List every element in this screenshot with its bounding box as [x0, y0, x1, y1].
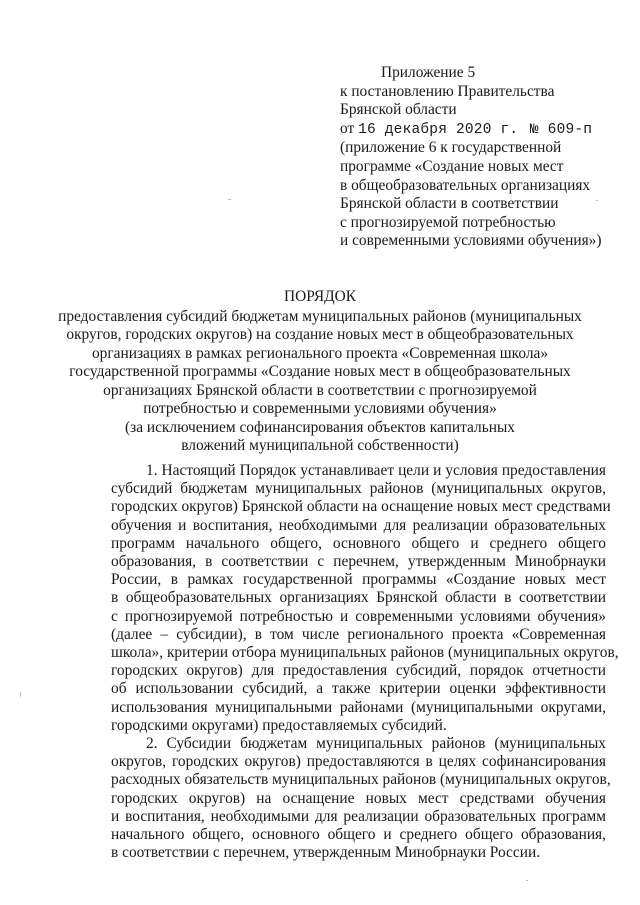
paragraph-line: городских округов) на оснащение новых мест средствами обучения — [111, 789, 606, 807]
paragraph-line: округов, городских округов) предоставляются в целях софинансирования — [111, 753, 606, 771]
appendix-note-line: в общеобразовательных организациях — [340, 176, 591, 194]
appendix-line-2: Брянской области — [340, 101, 457, 119]
date-value: 16 декабря 2020 г. — [358, 121, 519, 138]
document-number: № 609-п — [529, 121, 593, 138]
paragraph-2 — [111, 735, 611, 862]
document-heading — [0, 288, 640, 456]
paragraph-line: образования, в соответствии с перечнем, утвержденным Минобрнауки — [111, 553, 606, 571]
heading-line: округов, городских округов) на создание новых мест в общеобразовательных — [66, 326, 574, 343]
heading-line: (за исключением софинансирования объектов капитальных — [124, 418, 515, 436]
paragraph-1 — [111, 462, 619, 735]
heading-line: вложений муниципальной собственности) — [181, 437, 459, 454]
heading-title: ПОРЯДОК — [284, 288, 356, 305]
appendix-note-line: программе «Создание новых мест — [340, 157, 564, 175]
heading-line: организациях Брянской области в соответствии с прогнозируемой — [103, 381, 537, 399]
appendix-date-line — [340, 120, 630, 140]
appendix-note-line: и современными условиями обучения») — [340, 232, 602, 250]
appendix-block — [340, 64, 630, 251]
paragraph-line: 1. Настоящий Порядок устанавливает цели и условия предоставления — [146, 462, 606, 479]
scan-artifact — [596, 200, 598, 201]
scan-artifact — [20, 692, 21, 697]
paragraph-line: России, в рамках государственной программы «Создание новых мест — [111, 571, 606, 589]
appendix-line-1: к постановлению Правительства — [340, 82, 555, 100]
document-body — [111, 462, 619, 862]
heading-line: организациях в рамках регионального проекта «Современная школа» — [91, 344, 549, 362]
paragraph-line: 2. Субсидии бюджетам муниципальных районов (муниципальных — [146, 735, 606, 753]
paragraph-line: и воспитания, необходимыми для реализации образовательных программ — [111, 807, 606, 825]
paragraph-line: программ начального общего, основного общего и среднего общего — [111, 534, 606, 552]
date-prefix: от — [340, 119, 355, 137]
paragraph-line: расходных обязательств муниципальных районов (муниципальных округов, — [111, 771, 611, 789]
appendix-note-line: с прогнозируемой потребностью — [340, 213, 556, 231]
scan-artifact — [526, 880, 528, 881]
paragraph-line: в общеобразовательных организациях Брянской области в соответствии — [111, 589, 606, 607]
paragraph-line: субсидий бюджетам муниципальных районов (муниципальных округов, — [111, 480, 606, 498]
appendix-note-line: Брянской области в соответствии — [340, 195, 559, 213]
paragraph-line: использования муниципальными районами (муниципальными округами, — [111, 698, 606, 716]
heading-line: государственной программы «Создание новых мест в общеобразовательных — [69, 363, 571, 380]
paragraph-line: с прогнозируемой потребностью и современными условиями обучения» — [111, 607, 606, 625]
paragraph-line: городскими округами) предоставляемых субсидий. — [111, 716, 447, 734]
paragraph-line: городских округов) Брянской области на оснащение новых мест средствами — [111, 498, 611, 516]
paragraph-line: городских округов) для предоставления субсидий, порядок отчетности — [111, 662, 606, 680]
paragraph-line: в соответствии с перечнем, утвержденным Минобрнауки России. — [111, 844, 541, 862]
appendix-title: Приложение 5 — [381, 64, 476, 81]
paragraph-line: школа», критерии отбора муниципальных районов (муниципальных округов, — [111, 644, 619, 662]
appendix-note-line: (приложение 6 к государственной — [340, 139, 562, 157]
paragraph-line: начального общего, основного общего и среднего общего образования, — [111, 826, 606, 844]
heading-line: потребностью и современными условиями обучения» — [143, 400, 497, 417]
scan-artifact — [228, 199, 231, 200]
heading-line: предоставления субсидий бюджетам муниципальных районов (муниципальных — [58, 307, 582, 325]
paragraph-line: об использовании субсидий, а также критерии оценки эффективности — [111, 680, 606, 698]
paragraph-line: (далее – субсидии), в том числе регионального проекта «Современная — [111, 625, 606, 643]
paragraph-line: обучения и воспитания, необходимыми для реализации образовательных — [111, 516, 606, 534]
